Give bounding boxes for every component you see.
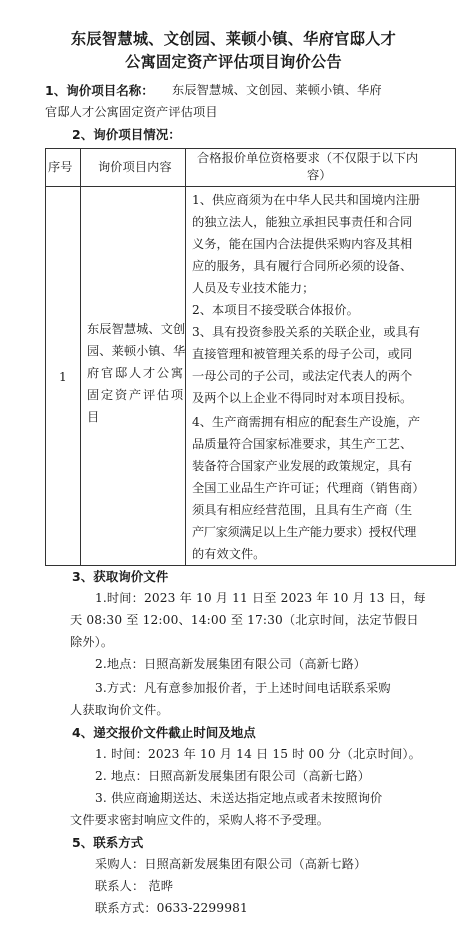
requirement-line: 的独立法人，能独立承担民事责任和合同 (192, 215, 413, 229)
requirement-line: 3、具有投资参股关系的关联企业，或具有 (192, 325, 421, 339)
section-1-label: 1、询价项目名称： (45, 83, 154, 98)
requirement-line: 品质量符合国家标准要求，其生产工艺、 (192, 437, 413, 451)
requirement-line: 2、本项目不接受联合体报价。 (192, 303, 359, 317)
section-3-time-line-2: 天 08:30 至 12:00、14:00 至 17:30（北京时间，法定节假日 (70, 613, 419, 627)
header-requirements-line-2: 容） (307, 168, 332, 182)
header-requirements-line-1: 合格报价单位资格要求（不仅限于以下内 (197, 151, 419, 165)
row-content-line: 目 (87, 410, 100, 424)
row-content-line: 固定资产评估项 (87, 388, 185, 402)
requirements-table (45, 148, 456, 566)
section-3-method-line-2: 人获取询价文件。 (70, 703, 169, 717)
section-1-value-part-1: 东辰智慧城、文创园、莱顿小镇、华府 (172, 83, 382, 97)
section-3-place: 2.地点：日照高新发展集团有限公司（高新七路） (95, 657, 367, 671)
row-content-line: 府官邸人才公寓 (87, 366, 185, 380)
header-index: 序号 (48, 160, 73, 174)
document-title-line-2: 公寓固定资产评估项目询价公告 (125, 53, 342, 71)
requirement-line: 直接管理和被管理关系的母子公司，或同 (192, 347, 413, 361)
requirement-line: 全国工业品生产许可证；代理商（销售商） (192, 481, 425, 495)
row-content-line: 园、莱顿小镇、华 (87, 344, 186, 358)
section-4-note-line-2: 文件要求密封响应文件的，采购人将不予受理。 (70, 813, 330, 827)
contact-buyer: 采购人：日照高新发展集团有限公司（高新七路） (95, 857, 367, 871)
section-4-label: 4、递交报价文件截止时间及地点 (72, 725, 256, 740)
section-3-label: 3、获取询价文件 (72, 569, 169, 584)
section-4-note-line-1: 3. 供应商逾期送达、未送达指定地点或者未按照询价 (95, 791, 383, 805)
requirement-line: 1、供应商须为在中华人民共和国境内注册 (192, 193, 421, 207)
contact-person: 联系人： 范晔 (95, 879, 174, 893)
section-1-value-part-2: 官邸人才公寓固定资产评估项目 (45, 105, 218, 119)
contact-phone: 联系方式：0633-2299981 (95, 901, 248, 915)
row-index: 1 (59, 370, 67, 384)
requirement-line: 须具有相应经营范围，且具有生产商（生 (192, 503, 413, 517)
section-2-label: 2、询价项目情况： (72, 127, 181, 142)
requirement-line: 义务，能在国内合法提供采购内容及其相 (192, 237, 413, 251)
requirement-line: 及两个以上企业不得同时对本项目投标。 (192, 391, 413, 405)
requirement-line: 4、生产商需拥有相应的配套生产设施，产 (192, 415, 421, 429)
section-4-time: 1. 时间：2023 年 10 月 14 日 15 时 00 分（北京时间）。 (95, 747, 421, 761)
requirement-line: 装备符合国家产业发展的政策规定，具有 (192, 459, 413, 473)
requirement-line: 产厂家须满足以上生产能力要求）授权代理 (192, 525, 416, 539)
requirement-line: 的有效文件。 (192, 547, 266, 561)
section-5-label: 5、联系方式 (72, 835, 144, 850)
section-3-method-line-1: 3.方式：凡有意参加报价者，于上述时间电话联系采购 (95, 681, 391, 695)
requirement-line: 人员及专业技术能力； (192, 281, 315, 295)
section-3-time-line-3: 除外）。 (70, 635, 114, 649)
section-3-time-line-1: 1.时间：2023 年 10 月 11 日至 2023 年 10 月 13 日，每 (95, 591, 426, 605)
requirement-line: 应的服务，具有履行合同所必须的设备、 (192, 259, 413, 273)
header-content: 询价项目内容 (98, 160, 172, 174)
document-title-line-1: 东辰智慧城、文创园、莱顿小镇、华府官邸人才 (70, 30, 397, 48)
row-content-line: 东辰智慧城、文创 (87, 322, 186, 336)
requirement-line: 一母公司的子公司，或法定代表人的两个 (192, 369, 413, 383)
section-4-place: 2. 地点：日照高新发展集团有限公司（高新七路） (95, 769, 371, 783)
